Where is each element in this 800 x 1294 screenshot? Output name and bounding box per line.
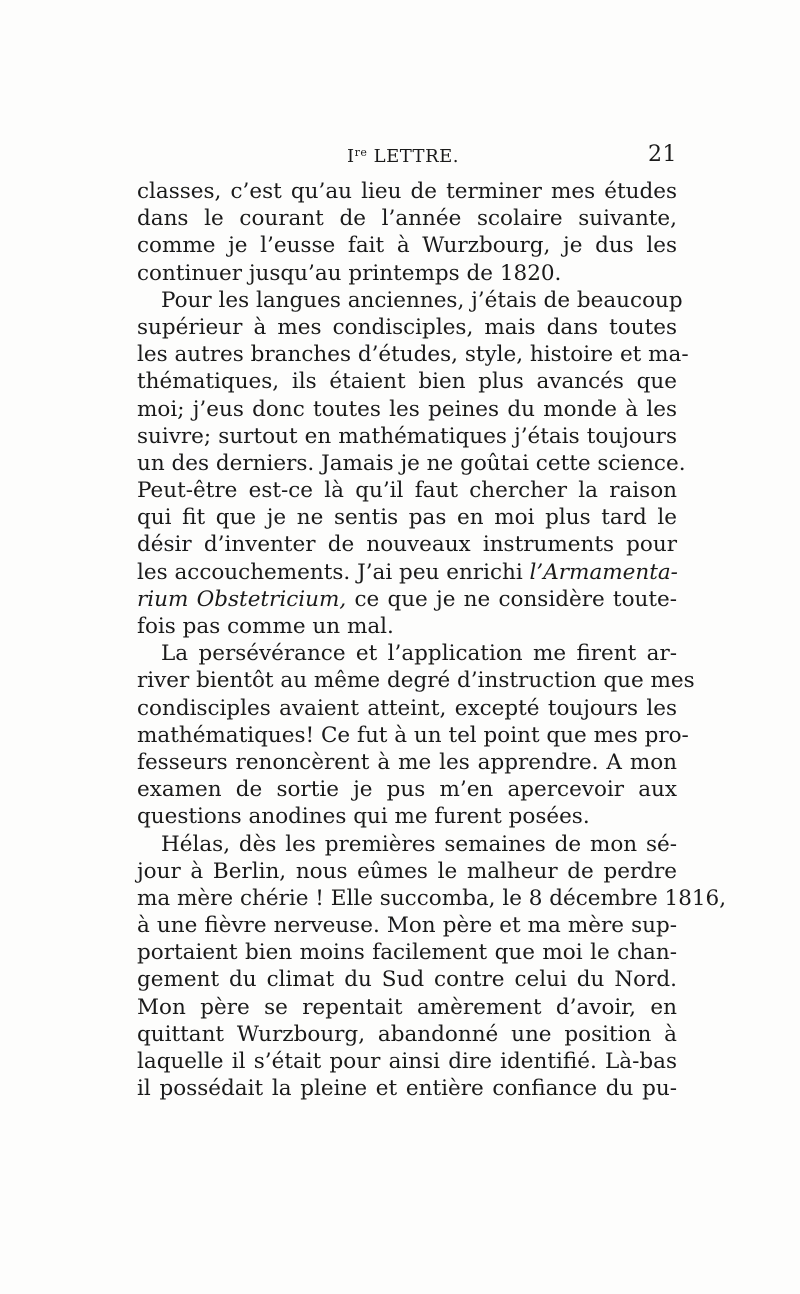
text-line: comme je l’eusse fait à Wurzbourg, je dus les — [137, 233, 677, 259]
text-line: les autres branches d’études, style, histoire et ma- — [137, 342, 689, 368]
text-line-italic-mixed — [137, 586, 677, 613]
text-line: à une fièvre nerveuse. Mon père et ma mère sup- — [137, 913, 677, 939]
text-line-roman-part: les accouchements. J’ai peu enrichi — [137, 559, 530, 585]
text-line-roman-part: ce que je ne considère toute- — [346, 586, 677, 612]
text-line: portaient bien moins facilement que moi le chan- — [137, 940, 677, 966]
running-title-text: LETTRE. — [367, 146, 459, 167]
text-line: examen de sortie je pus m’en apercevoir aux — [137, 777, 677, 803]
text-line: désir d’inventer de nouveaux instruments pour — [137, 532, 677, 558]
text-line-italic-part: l’Armamenta- — [529, 559, 678, 585]
text-line: condisciples avaient atteint, excepté toujours les — [137, 695, 677, 721]
text-line: continuer jusqu’au printemps de 1820. — [137, 260, 562, 286]
body-text — [137, 178, 727, 1102]
text-line: ma mère chérie ! Elle succomba, le 8 décembre 1816, — [137, 885, 727, 911]
page-number: 21 — [648, 142, 677, 167]
text-line: fois pas comme un mal. — [137, 614, 394, 639]
text-line: supérieur à mes condisciples, mais dans toutes — [137, 314, 677, 340]
page-header — [137, 142, 677, 172]
text-line: La persévérance et l’application me firent ar- — [161, 641, 677, 667]
running-title-superscript: re — [354, 146, 368, 159]
text-line: thématiques, ils étaient bien plus avancés que — [137, 369, 677, 395]
text-line: questions anodines qui me furent posées. — [137, 804, 590, 830]
running-title-prefix: I — [347, 146, 355, 167]
text-line: classes, c’est qu’au lieu de terminer mes études — [137, 179, 677, 204]
running-title — [347, 146, 459, 167]
text-line-italic-mixed — [137, 559, 677, 586]
text-line: qui fit que je ne sentis pas en moi plus tard le — [137, 505, 677, 531]
text-line: mathématiques! Ce fut à un tel point que mes pro- — [137, 722, 689, 748]
text-line: Hélas, dès les premières semaines de mon sé- — [161, 831, 677, 857]
text-line: Mon père se repentait amèrement d’avoir, en — [137, 994, 677, 1020]
text-line: il possédait la pleine et entière confiance du pu- — [137, 1076, 677, 1102]
text-line: Pour les langues anciennes, j’étais de beaucoup — [161, 287, 683, 313]
text-line: laquelle il s’était pour ainsi dire identifié. Là-bas — [137, 1049, 677, 1074]
text-line: gement du climat du Sud contre celui du Nord. — [137, 967, 677, 993]
text-line: moi; j’eus donc toutes les peines du monde à les — [137, 396, 677, 422]
text-line: river bientôt au même degré d’instruction que mes — [137, 668, 695, 694]
text-line: un des derniers. Jamais je ne goûtai cette science. — [137, 450, 686, 476]
text-line-italic-part: rium Obstetricium, — [137, 586, 347, 612]
text-line: fesseurs renoncèrent à me les apprendre. A mon — [137, 749, 677, 775]
text-line: suivre; surtout en mathématiques j’étais toujours — [137, 423, 677, 449]
text-line: jour à Berlin, nous eûmes le malheur de perdre — [137, 858, 677, 884]
text-line: quittant Wurzbourg, abandonné une position à — [137, 1021, 677, 1047]
text-line: Peut-être est-ce là qu’il faut chercher la raison — [137, 478, 677, 504]
text-line: dans le courant de l’année scolaire suivante, — [137, 206, 677, 232]
